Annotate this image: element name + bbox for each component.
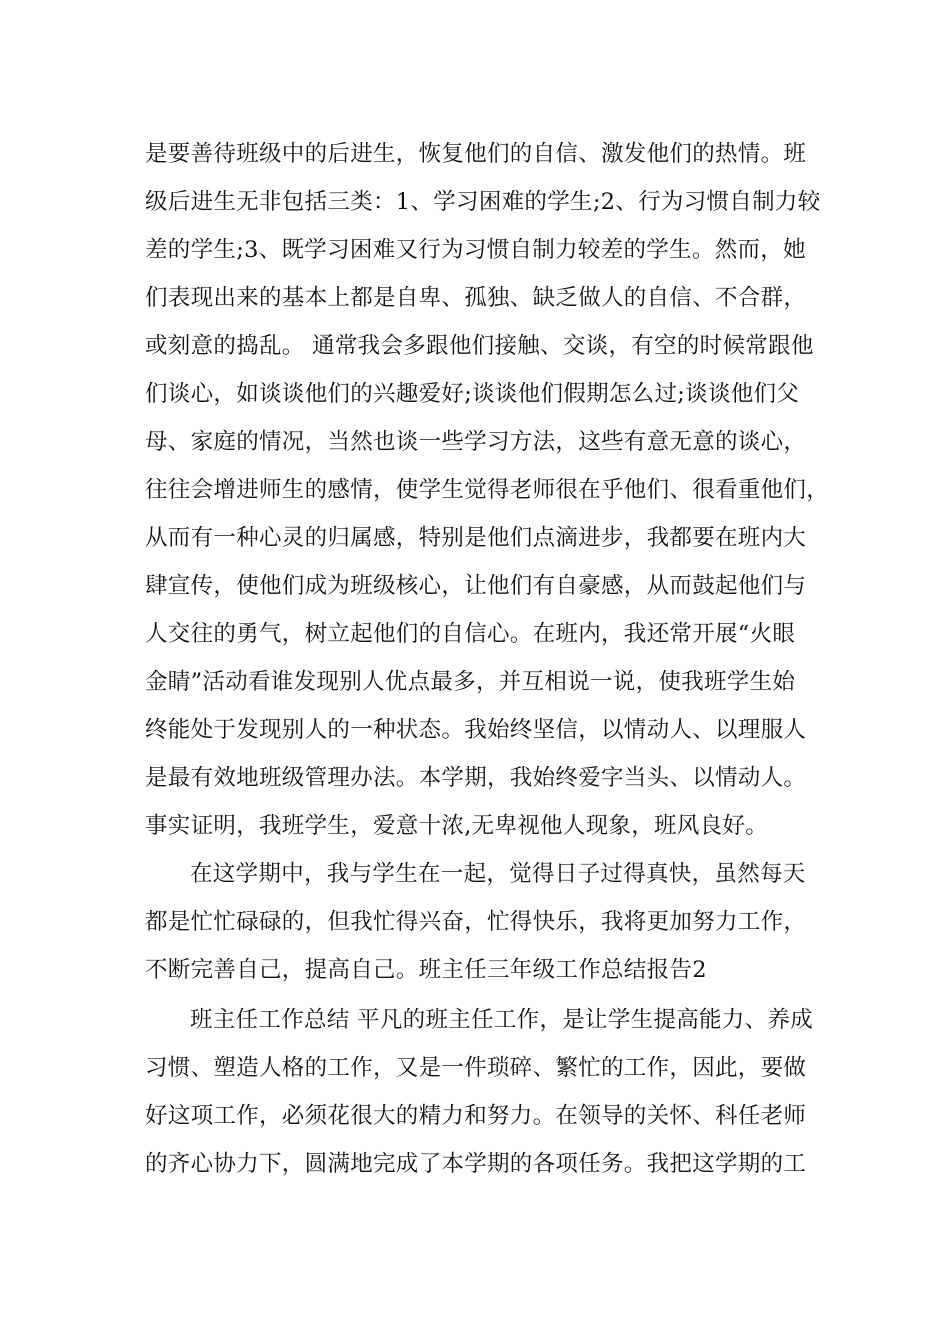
text-line: 们谈心，如谈谈他们的兴趣爱好;谈谈他们假期怎么过;谈谈他们父 [145, 381, 800, 407]
text-line: 不断完善自己，提高自己。班主任三年级工作总结报告2 [145, 957, 707, 983]
text-line: 习惯、塑造人格的工作，又是一件琐碎、繁忙的工作，因此，要做 [145, 1055, 807, 1081]
text-line: 终能处于发现别人的一种状态。我始终坚信，以情动人、以理服人 [145, 717, 807, 743]
paragraph-start-line: 班主任工作总结 平凡的班主任工作，是让学生提高能力、养成 [190, 1007, 814, 1033]
text-line: 往往会增进师生的感情，使学生觉得老师很在乎他们、很看重他们， [145, 477, 830, 503]
text-line: 级后进生无非包括三类：1、学习困难的学生;2、行为习惯自制力较 [145, 189, 821, 215]
text-line: 差的学生;3、既学习困难又行为习惯自制力较差的学生。然而，她 [145, 237, 806, 263]
text-line: 金睛”活动看谁发现别人优点最多，并互相说一说，使我班学生始 [145, 669, 796, 695]
text-line: 人交往的勇气，树立起他们的自信心。在班内，我还常开展“火眼 [145, 621, 796, 647]
text-line: 事实证明，我班学生，爱意十浓,无卑视他人现象，班风良好。 [145, 813, 769, 839]
paragraph-start-line: 在这学期中，我与学生在一起，觉得日子过得真快，虽然每天 [190, 861, 806, 887]
text-line: 是要善待班级中的后进生，恢复他们的自信、激发他们的热情。班 [145, 141, 807, 167]
text-line: 从而有一种心灵的归属感，特别是他们点滴进步，我都要在班内大 [145, 525, 807, 551]
text-line: 肆宣传，使他们成为班级核心，让他们有自豪感，从而鼓起他们与 [145, 573, 807, 599]
text-line: 都是忙忙碌碌的，但我忙得兴奋，忙得快乐，我将更加努力工作， [145, 909, 807, 935]
text-line: 母、家庭的情况，当然也谈一些学习方法，这些有意无意的谈心， [145, 429, 807, 455]
text-line: 是最有效地班级管理办法。本学期，我始终爱字当头、以情动人。 [145, 765, 807, 791]
text-line: 或刻意的捣乱。 通常我会多跟他们接触、交谈，有空的时候常跟他 [145, 333, 814, 359]
text-line: 的齐心协力下，圆满地完成了本学期的各项任务。我把这学期的工 [145, 1151, 807, 1177]
text-line: 们表现出来的基本上都是自卑、孤独、缺乏做人的自信、不合群， [145, 285, 807, 311]
text-line: 好这项工作，必须花很大的精力和努力。在领导的关怀、科任老师 [145, 1103, 807, 1129]
